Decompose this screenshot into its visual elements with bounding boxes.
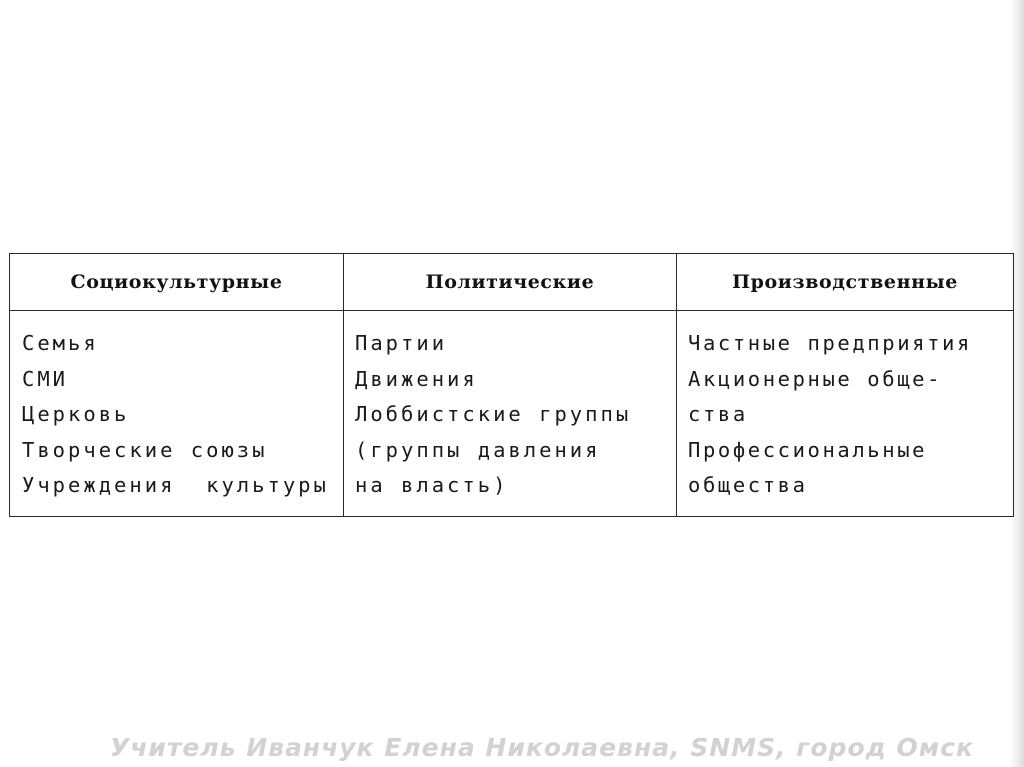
list-item: Учреждения культуры: [22, 473, 329, 497]
list-item: Лоббистские группы: [355, 402, 632, 426]
list-item: СМИ: [22, 366, 69, 391]
column-header-political: Политические: [425, 271, 595, 293]
list-item: Частные предприятия: [688, 331, 972, 355]
header-divider: [10, 310, 1013, 311]
classification-table: [9, 253, 1014, 517]
list-item: (группы давления: [355, 437, 601, 462]
list-item: Движения: [355, 366, 478, 391]
political-list: [355, 326, 631, 504]
author-footer: Учитель Иванчук Елена Николаевна, SNMS, город Омск: [109, 733, 974, 762]
column-header-sociocultural: Социокультурные: [70, 271, 283, 293]
sociocultural-list: [22, 326, 329, 504]
list-item: ства: [688, 402, 748, 426]
list-item: Профессиональные: [688, 437, 928, 462]
list-item: Партии: [355, 331, 448, 355]
list-item: Акционерные обще-: [688, 366, 943, 391]
list-item: Семья: [22, 331, 99, 355]
list-item: на власть): [355, 473, 509, 497]
list-item: Творческие союзы: [22, 437, 268, 462]
industrial-list: [688, 326, 972, 504]
list-item: Церковь: [22, 402, 130, 426]
column-header-industrial: Производственные: [732, 271, 958, 293]
list-item: общества: [688, 473, 808, 497]
